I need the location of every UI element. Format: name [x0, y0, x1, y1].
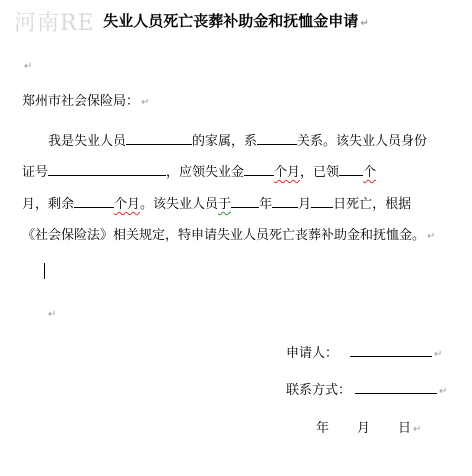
body-text: 个月 — [274, 165, 301, 180]
body-line-3 — [22, 193, 411, 215]
date-year: 年 — [316, 421, 330, 436]
text-cursor — [44, 263, 45, 279]
body-text: 。该失业人员 — [140, 197, 219, 212]
body-text: 的家属，系 — [192, 134, 258, 149]
title-text: 失业人员死亡丧葬补助金和抚恤金申请 — [103, 12, 359, 30]
body-line-1 — [48, 130, 427, 152]
contact-line — [286, 379, 447, 402]
addressee: 郑州市社会保险局： — [22, 94, 140, 109]
document-title — [0, 10, 472, 31]
body-text: 证号 — [22, 165, 49, 180]
death-day-blank[interactable] — [311, 193, 333, 208]
body-text: 个 — [363, 165, 377, 180]
contact-blank[interactable] — [355, 379, 437, 394]
paragraph-mark: ↵ — [413, 424, 422, 435]
date-line — [316, 419, 421, 440]
body-text: 日死亡，根据 — [333, 197, 412, 212]
contact-label: 联系方式： — [286, 383, 352, 398]
remaining-months-blank[interactable] — [74, 193, 114, 208]
paragraph-mark: ↵ — [141, 97, 150, 108]
applicant-blank[interactable] — [350, 342, 432, 357]
body-text: 于 — [218, 197, 232, 212]
body-text: 月 — [298, 197, 312, 212]
received-months-blank[interactable] — [339, 161, 363, 176]
body-text: 关系。该失业人员身份 — [297, 134, 428, 149]
body-text: 月，剩余 — [22, 197, 75, 212]
body-line-2 — [22, 161, 376, 183]
applicant-label: 申请人： — [286, 346, 339, 361]
paragraph-mark: ↵ — [434, 349, 443, 360]
paragraph-mark: ↵ — [360, 18, 369, 29]
paragraph-mark: ↵ — [439, 386, 448, 397]
paragraph-mark: ↵ — [48, 309, 57, 320]
body-text: 《社会保险法》相关规定，特申请失业人员死亡丧葬补助金和抚恤金。 — [22, 228, 426, 243]
body-text: 我是失业人员 — [48, 134, 127, 149]
empty-paragraph — [46, 304, 56, 325]
body-text: ，已领 — [300, 165, 340, 180]
addressee-line — [22, 92, 149, 113]
applicant-line — [286, 342, 442, 365]
entitled-months-blank[interactable] — [244, 161, 274, 176]
paragraph-mark: ↵ — [24, 61, 33, 72]
body-text: ，应领失业金 — [166, 165, 245, 180]
death-year-blank[interactable] — [231, 193, 259, 208]
date-month: 月 — [357, 421, 371, 436]
deceased-name-blank[interactable] — [126, 130, 192, 145]
body-text: 个月 — [114, 197, 141, 212]
death-month-blank[interactable] — [272, 193, 298, 208]
empty-paragraph — [22, 56, 32, 77]
body-line-4 — [22, 226, 435, 247]
watermark: 河南RE — [14, 11, 95, 36]
relationship-blank[interactable] — [257, 130, 297, 145]
date-day: 日 — [398, 421, 412, 436]
paragraph-mark: ↵ — [427, 231, 436, 242]
body-text: 年 — [259, 197, 273, 212]
id-number-blank[interactable] — [48, 161, 166, 176]
